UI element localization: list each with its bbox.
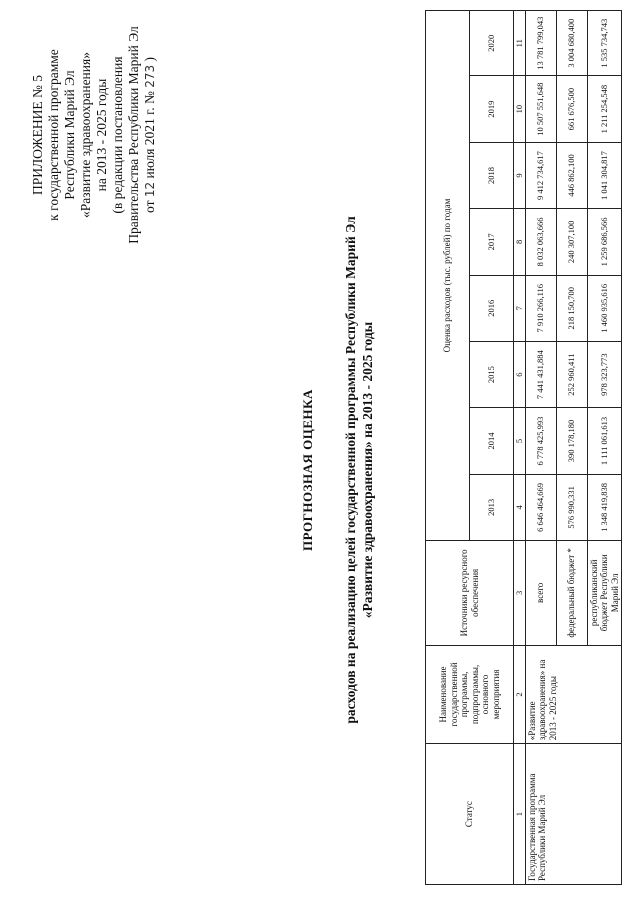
appendix-date-suffix: )	[142, 57, 157, 62]
column-number: 8	[514, 209, 526, 275]
column-number: 10	[514, 76, 526, 142]
row-value: 576 990,331	[556, 474, 587, 540]
row-source: всего	[525, 541, 556, 646]
row-value: 1 259 686,566	[587, 209, 622, 275]
header-estimate: Оценка расходов (тыс. рублей) по годам	[426, 11, 470, 541]
appendix-line: «Развитие здравоохранения»	[78, 52, 93, 218]
appendix-date-prefix: от	[142, 200, 157, 213]
appendix-line: на 2013 - 2025 годы	[94, 78, 109, 192]
appendix-date-mid: июля 2021 г. №	[142, 91, 157, 179]
row-value: 7 910 266,116	[525, 275, 556, 341]
title-subtitle: расходов на реализацию целей государственной программы Республики Марий Эл	[343, 216, 358, 724]
appendix-line: Республики Марий Эл	[62, 70, 77, 200]
column-number: 6	[514, 341, 526, 407]
row-value: 6 646 464,669	[525, 474, 556, 540]
header-year: 2018	[470, 142, 514, 208]
row-value: 1 111 061,613	[587, 408, 622, 474]
appendix-date-day: 12	[143, 181, 157, 198]
header-name: Наименование государственной программы, подпрограммы, основного мероприятия	[426, 645, 514, 744]
appendix-line: Правительства Республики Марий Эл	[126, 26, 141, 244]
appendix-decree-number: 273	[143, 64, 157, 88]
appendix-block	[30, 15, 158, 255]
header-status: Статус	[426, 744, 514, 885]
row-value: 1 041 304,817	[587, 142, 622, 208]
column-number: 11	[514, 11, 526, 76]
row-name: «Развитие здравоохранения» на 2013 - 2025 годы	[525, 645, 622, 744]
row-source: республиканский бюджет Республики Марий Эл	[587, 541, 622, 646]
title-program: «Развитие здравоохранения» на 2013 - 2025 годы	[360, 321, 375, 619]
header-year: 2020	[470, 11, 514, 76]
header-year: 2014	[470, 408, 514, 474]
appendix-line: (в редакции постановления	[110, 56, 125, 214]
row-value: 661 676,500	[556, 76, 587, 142]
row-value: 978 323,773	[587, 341, 622, 407]
header-source: Источники ресурсного обеспечения	[426, 541, 514, 646]
estimate-table	[425, 10, 622, 885]
row-value: 6 778 425,993	[525, 408, 556, 474]
row-value: 1 211 254,548	[587, 76, 622, 142]
appendix-number: ПРИЛОЖЕНИЕ № 5	[30, 74, 45, 196]
column-number-row	[514, 11, 526, 885]
header-row	[426, 11, 470, 885]
row-value: 10 507 551,648	[525, 76, 556, 142]
row-value: 1 460 935,616	[587, 275, 622, 341]
row-value: 8 032 063,666	[525, 209, 556, 275]
row-value: 3 004 680,400	[556, 11, 587, 76]
row-value: 1 348 419,838	[587, 474, 622, 540]
row-value: 9 412 734,617	[525, 142, 556, 208]
row-value: 252 960,411	[556, 341, 587, 407]
row-value: 390 178,180	[556, 408, 587, 474]
column-number: 3	[514, 541, 526, 646]
column-number: 4	[514, 474, 526, 540]
row-value: 446 862,100	[556, 142, 587, 208]
column-number: 1	[514, 744, 526, 885]
table-row	[525, 11, 556, 885]
appendix-date-line	[142, 15, 158, 255]
row-value: 7 441 431,884	[525, 341, 556, 407]
appendix-line: к государственной программе	[46, 49, 61, 221]
row-value: 240 307,100	[556, 209, 587, 275]
title-main: ПРОГНОЗНАЯ ОЦЕНКА	[300, 389, 315, 551]
column-number: 9	[514, 142, 526, 208]
header-year: 2019	[470, 76, 514, 142]
row-status: Государственная программа Республики Марий Эл	[525, 744, 622, 885]
column-number: 5	[514, 408, 526, 474]
document-title	[300, 135, 376, 805]
column-number: 7	[514, 275, 526, 341]
row-value: 13 781 799,043	[525, 11, 556, 76]
row-value: 1 535 734,743	[587, 11, 622, 76]
column-number: 2	[514, 645, 526, 744]
header-year: 2015	[470, 341, 514, 407]
header-year: 2017	[470, 209, 514, 275]
row-source: федеральный бюджет *	[556, 541, 587, 646]
header-year: 2013	[470, 474, 514, 540]
header-year: 2016	[470, 275, 514, 341]
row-value: 218 150,700	[556, 275, 587, 341]
